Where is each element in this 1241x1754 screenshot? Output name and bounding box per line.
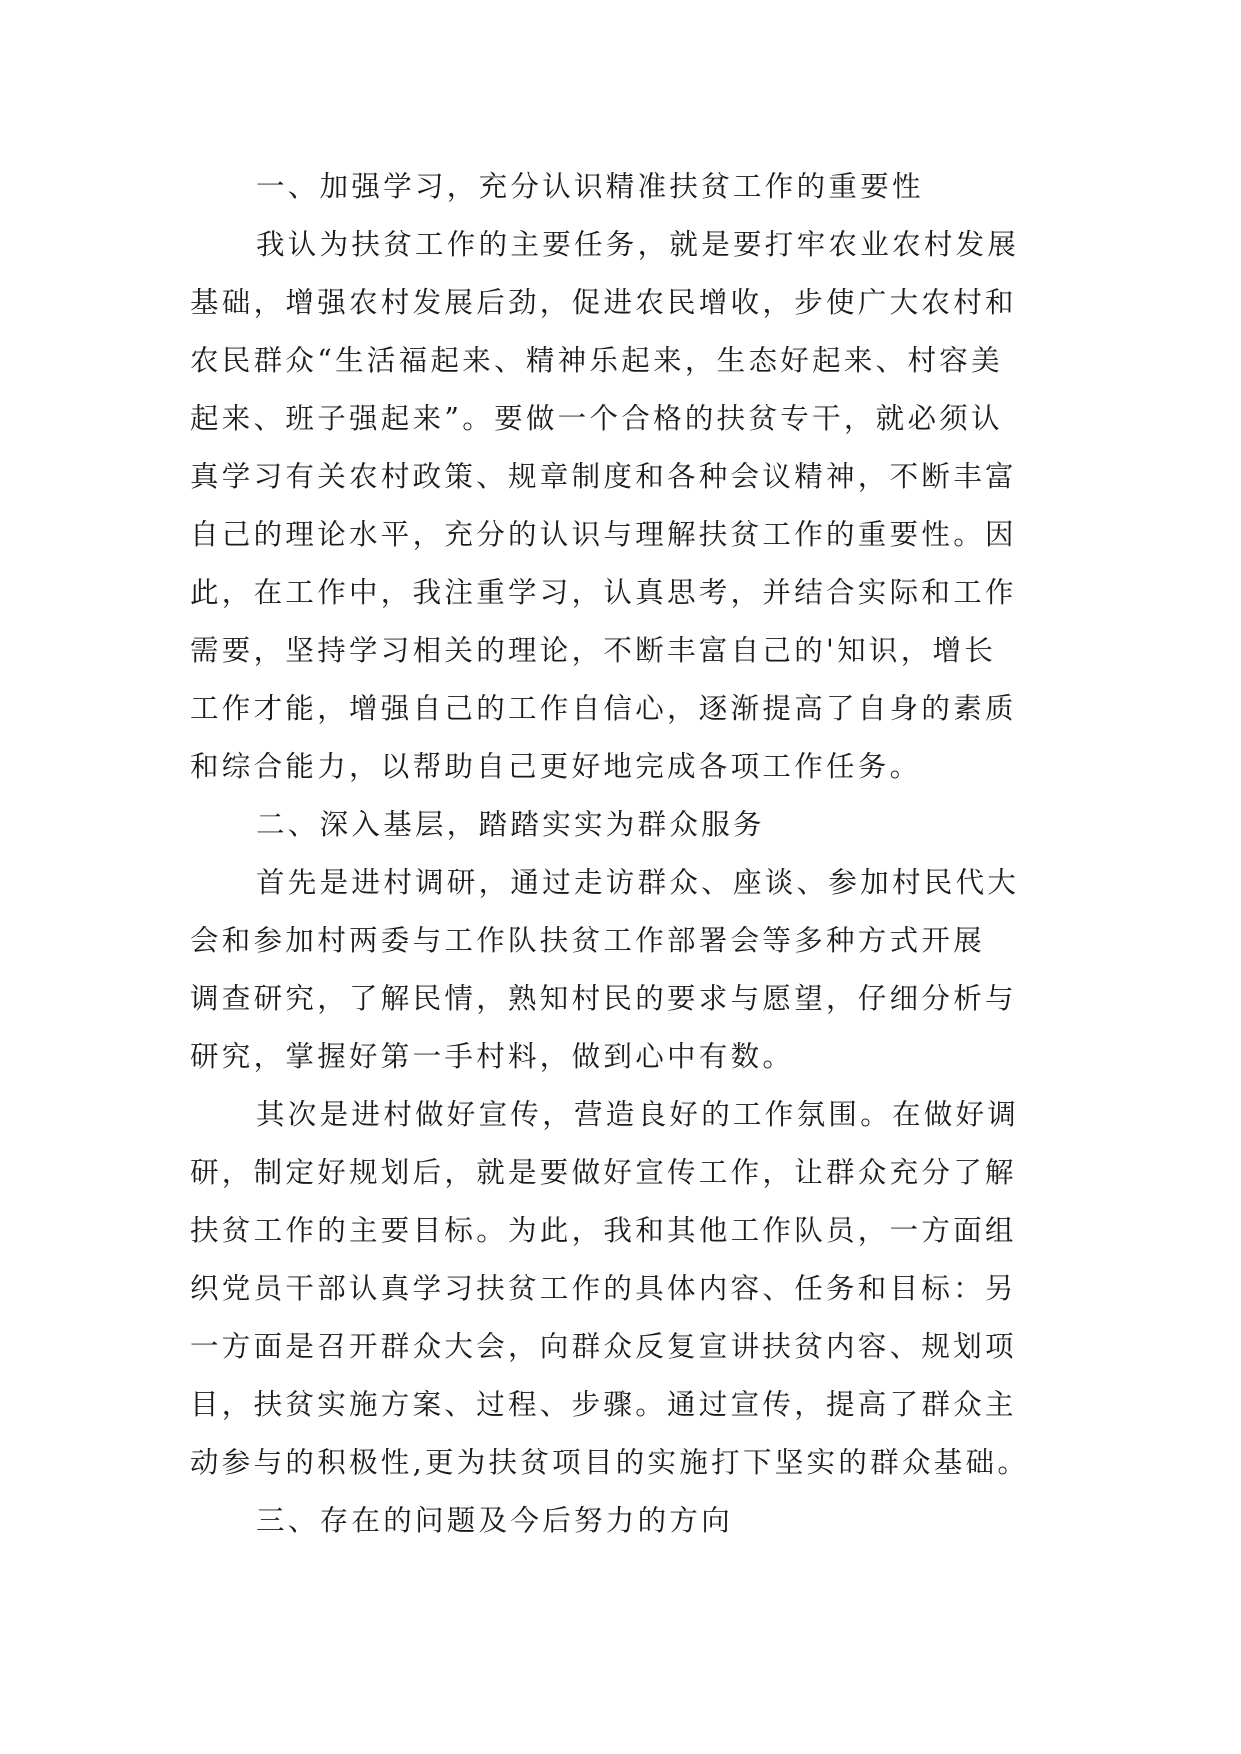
paragraph-line: 扶贫工作的主要目标。为此，我和其他工作队员，一方面组 bbox=[190, 1214, 1017, 1247]
paragraph-line: 动参与的积极性,更为扶贫项目的实施打下坚实的群众基础。 bbox=[190, 1446, 1030, 1479]
paragraph-line: 首先是进村调研，通过走访群众、座谈、参加村民代大 bbox=[256, 866, 1020, 899]
paragraph-line: 研，制定好规划后，就是要做好宣传工作，让群众充分了解 bbox=[190, 1156, 1017, 1189]
paragraph-line: 一方面是召开群众大会，向群众反复宣讲扶贫内容、规划项 bbox=[190, 1330, 1017, 1363]
paragraph-line: 基础，增强农村发展后劲，促进农民增收，步使广大农村和 bbox=[190, 286, 1017, 319]
paragraph-line: 会和参加村两委与工作队扶贫工作部署会等多种方式开展 bbox=[190, 924, 986, 957]
paragraph-line: 研究，掌握好第一手村料，做到心中有数。 bbox=[190, 1040, 795, 1073]
paragraph-line: 自己的理论水平，充分的认识与理解扶贫工作的重要性。因 bbox=[190, 518, 1017, 551]
paragraph-line: 我认为扶贫工作的主要任务，就是要打牢农业农村发展 bbox=[256, 228, 1020, 261]
paragraph-line: 起来、班子强起来”。要做一个合格的扶贫专干，就必须认 bbox=[190, 402, 1003, 435]
section-heading-3: 三、存在的问题及今后努力的方向 bbox=[256, 1504, 734, 1537]
paragraph-line: 农民群众“生活福起来、精神乐起来，生态好起来、村容美 bbox=[190, 344, 1003, 377]
paragraph-line: 目，扶贫实施方案、过程、步骤。通过宣传，提高了群众主 bbox=[190, 1388, 1017, 1421]
paragraph-line: 此，在工作中，我注重学习，认真思考，并结合实际和工作 bbox=[190, 576, 1017, 609]
paragraph-line: 工作才能，增强自己的工作自信心，逐渐提高了自身的素质 bbox=[190, 692, 1017, 725]
paragraph-line: 其次是进村做好宣传，营造良好的工作氛围。在做好调 bbox=[256, 1098, 1020, 1131]
paragraph-line: 调查研究，了解民情，熟知村民的要求与愿望，仔细分析与 bbox=[190, 982, 1017, 1015]
paragraph-line: 织党员干部认真学习扶贫工作的具体内容、任务和目标：另 bbox=[190, 1272, 1017, 1305]
document-body bbox=[190, 158, 1052, 1550]
paragraph-line: 真学习有关农村政策、规章制度和各种会议精神，不断丰富 bbox=[190, 460, 1017, 493]
section-heading-1: 一、加强学习，充分认识精准扶贫工作的重要性 bbox=[256, 170, 924, 203]
paragraph-line: 和综合能力，以帮助自己更好地完成各项工作任务。 bbox=[190, 750, 922, 783]
paragraph-line: 需要，坚持学习相关的理论，不断丰富自己的'知识，增长 bbox=[190, 634, 997, 667]
section-heading-2: 二、深入基层，踏踏实实为群众服务 bbox=[256, 808, 765, 841]
